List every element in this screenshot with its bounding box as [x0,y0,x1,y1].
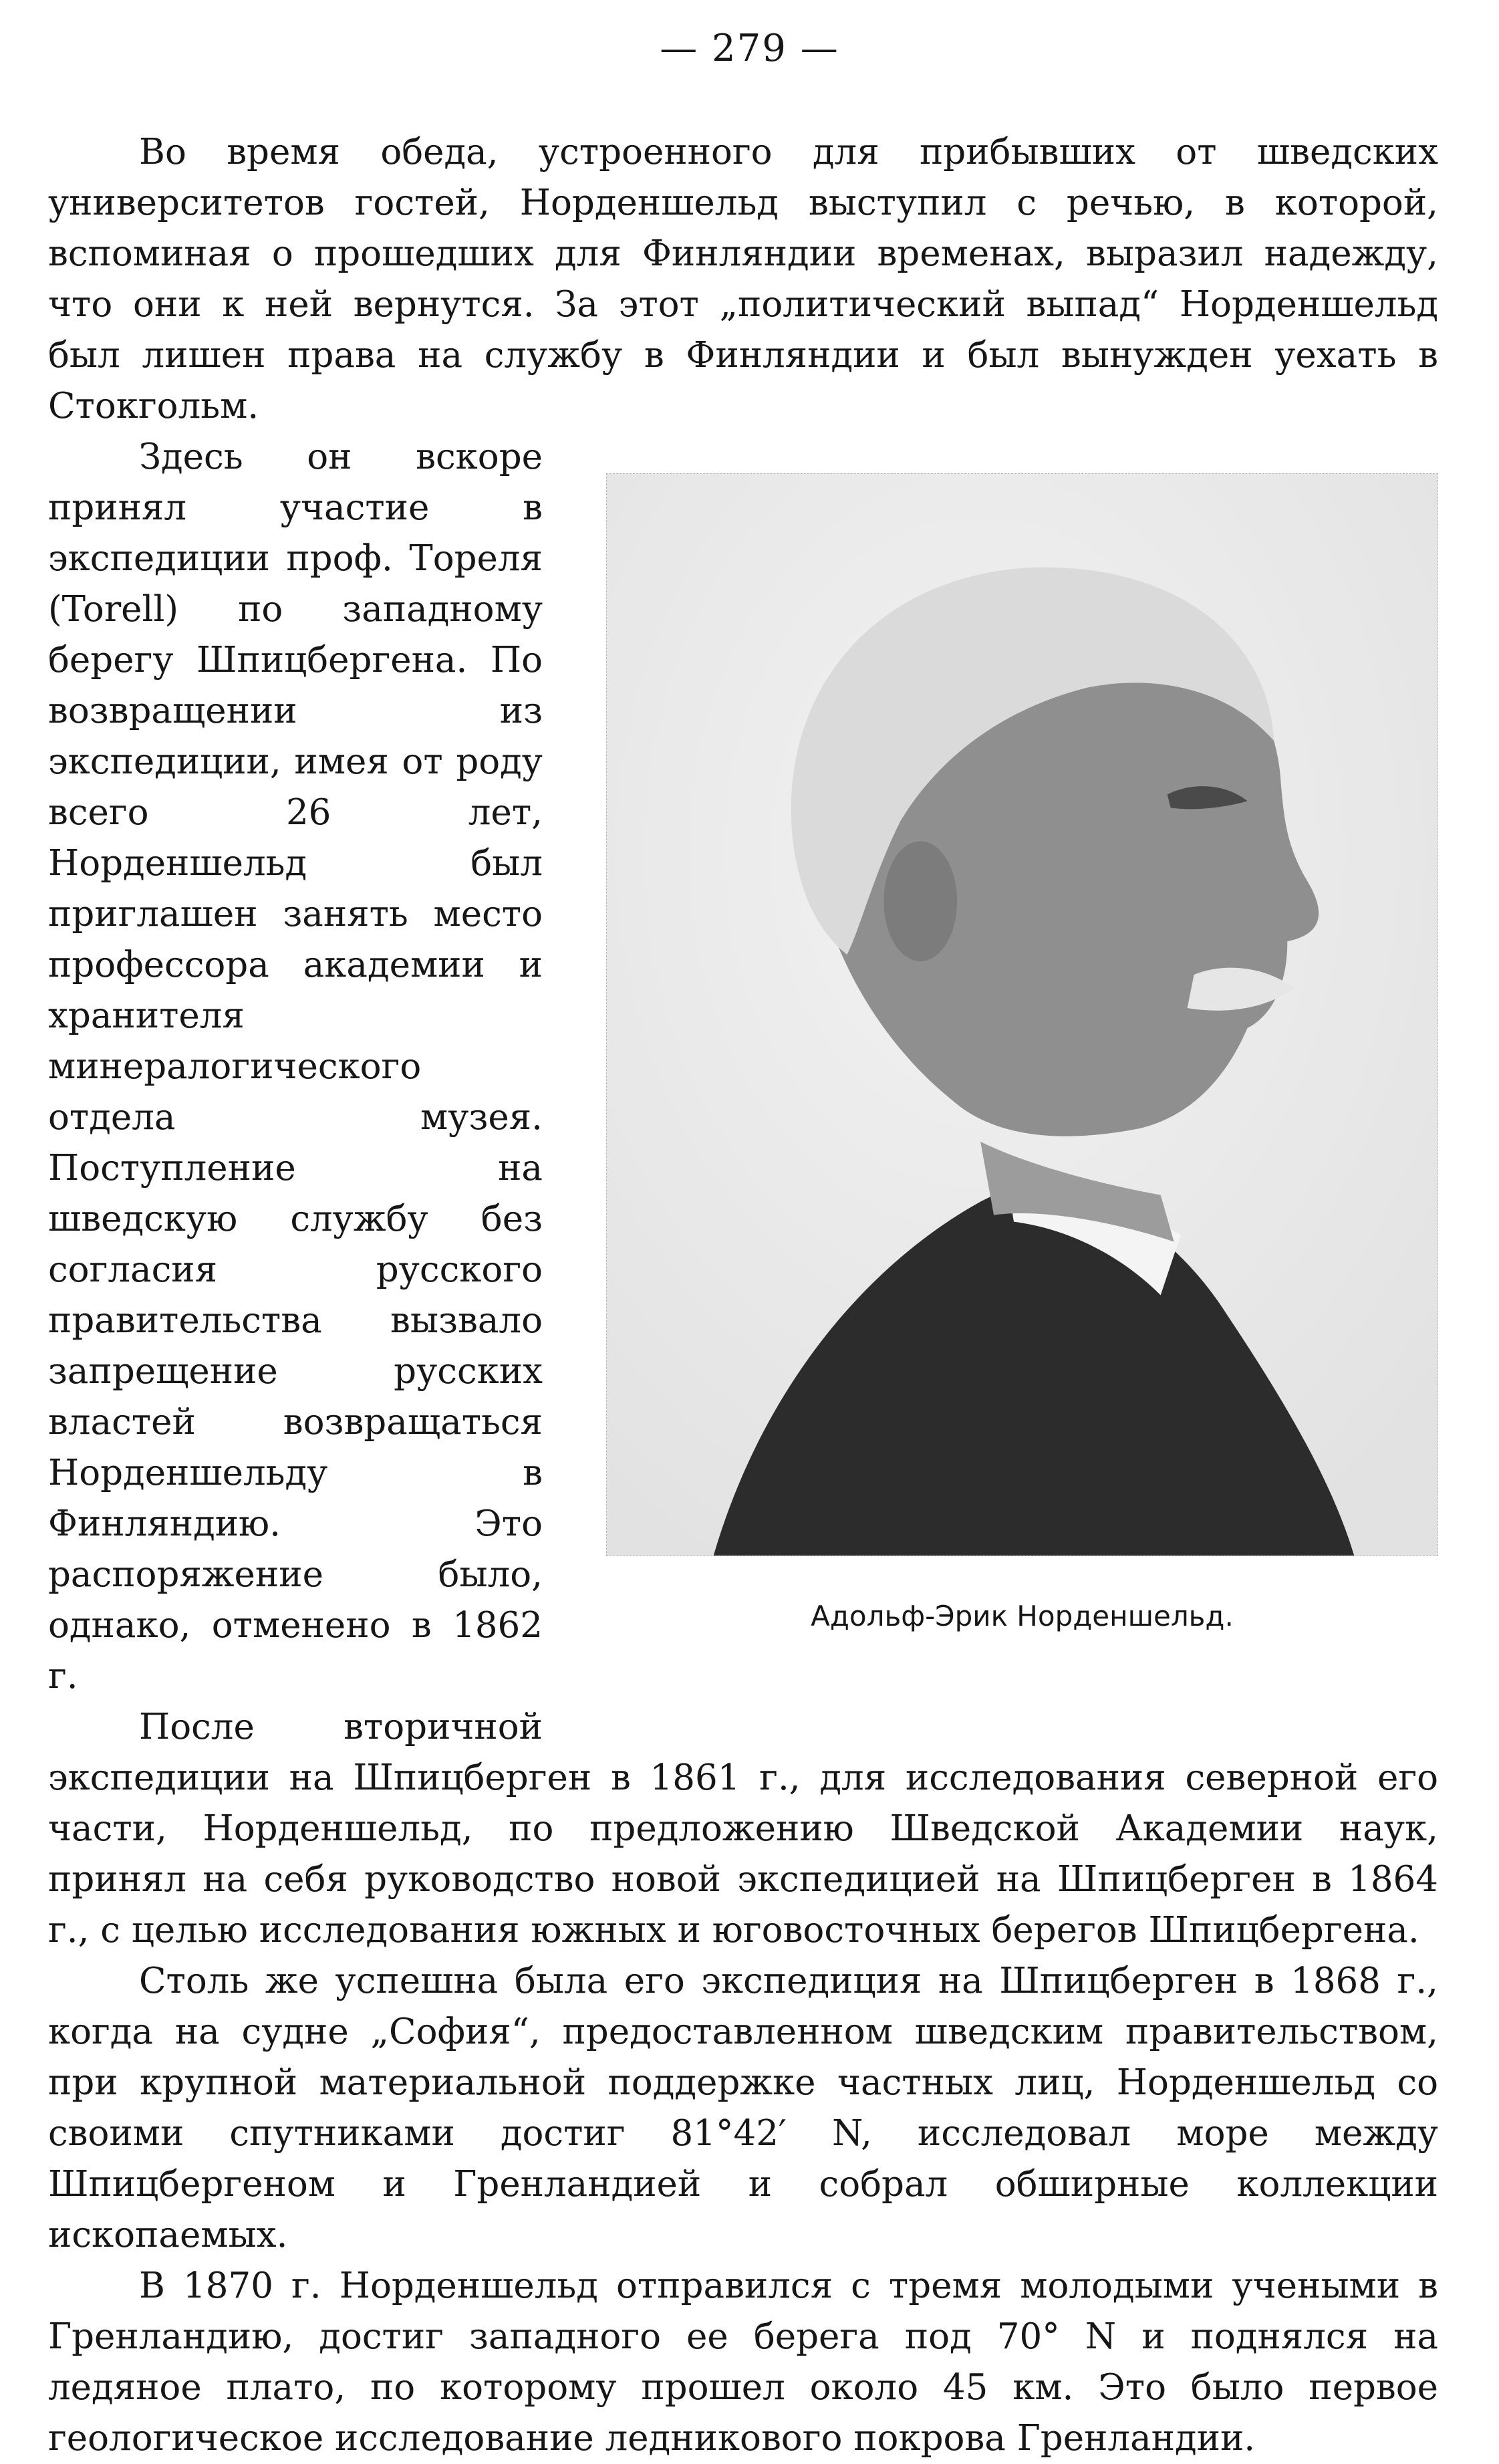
paragraph-5: В 1870 г. Норденшельд отправился с тремя молодыми учеными в Гренландию, достиг западного ее берега под 70° N и поднялся на ледяное плато, по которому прошел около 45 км. Это было первое геологическое исследование ледникового покрова Гренландии. [48,2265,1438,2459]
paragraph-4: Столь же успешна была его экспедиция на Шпицберген в 1868 г., когда на судне „София“, предоставленном шведским правительством, при крупной материальной поддержке частных лиц, Норденшельд со своими спутниками достиг 81°42′ N, исследовал море между Шпицбергеном и Гренландией и собрал обширные коллекции ископаемых. [48,1961,1438,2255]
portrait-photo-icon [606,473,1438,1556]
paragraph-3: После вторичной экспедиции на Шпицберген в 1861 г., для исследования северной его части, Норденшельд, по предложению Шведской Академии наук, принял на себя руководство новой экспедицией на Шпицберген в 1864 г., с целью исследования южных и юговосточных берегов Шпицбергена. [48,1707,1438,1951]
paragraph-1: Во время обеда, устроенного для прибывших от шведских университетов гостей, Норденшельд выступил с речью, в которой, вспоминая о прошедших для Финляндии временах, выразил надежду, что они к ней вернутся. За этот „политический выпад“ Норденшельд был лишен права на службу в Финляндии и был вынужден уехать в Стокгольм. [48,132,1438,426]
page-number: — 279 — [660,27,839,70]
text-body [48,127,1438,2464]
portrait-figure [606,440,1438,1710]
figure-caption: Адольф-Эрик Норденшельд. [811,1600,1234,1632]
paragraph-2: Здесь он вскоре принял участие в экспедиции проф. Тореля (Torell) по западному берегу Шпицбергена. По возвращении из экспедиции, имея от роду всего 26 лет, Норденшельд был приглашен занять место профессора академии и хранителя минералогического отдела музея. Поступление на шведскую службу без согласия русского правительства вызвало запрещение русских властей возвращаться Норденшельду в Финляндию. Это распоряжение было, однако, отменено в 1862 г. [48,437,543,1697]
